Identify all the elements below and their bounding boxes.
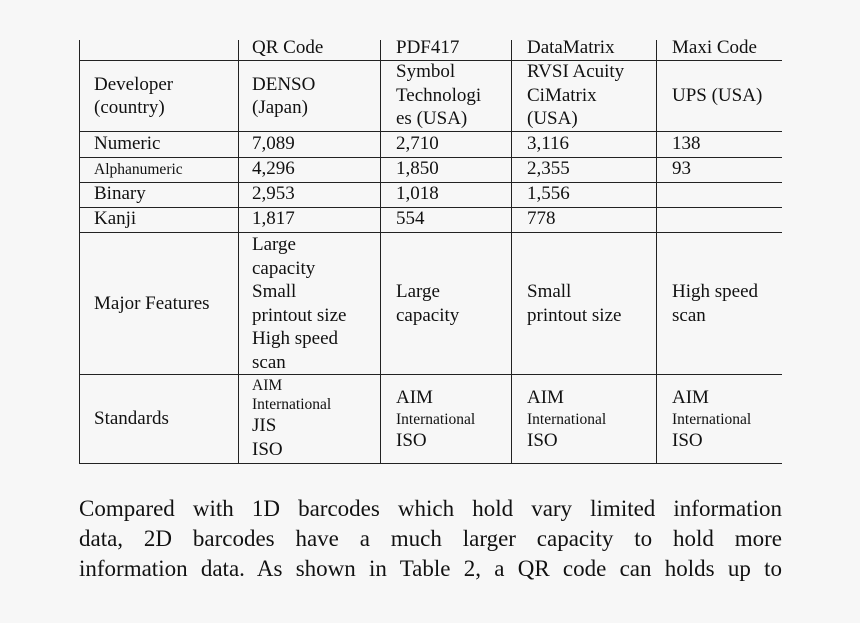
table-cell: 2,355 <box>527 158 570 179</box>
table-cell: High speed scan <box>672 281 759 326</box>
row-label-major-features: Major Features <box>94 292 210 314</box>
table-cell: 93 <box>672 158 691 179</box>
table-rule <box>79 463 782 464</box>
table-cell: 778 <box>527 208 556 229</box>
table-cell: 2,710 <box>396 133 439 154</box>
table-cell: 3,116 <box>527 133 570 154</box>
table-cell: 138 <box>672 133 701 154</box>
table-rule <box>238 40 239 464</box>
row-label-standards: Standards <box>94 408 169 430</box>
table-cell: UPS (USA) <box>672 85 763 107</box>
paragraph-line: data, 2D barcodes have a much larger capacity to hold more <box>79 526 782 551</box>
paragraph-line: Compared with 1D barcodes which hold vary limited information <box>79 496 782 521</box>
row-label-binary: Binary <box>94 183 146 204</box>
table-cell: 1,817 <box>252 208 295 229</box>
table-rule <box>511 40 512 464</box>
row-label-kanji: Kanji <box>94 208 137 229</box>
row-label-developer: Developer (country) <box>94 73 174 118</box>
table-cell: DENSO (Japan) <box>252 73 316 118</box>
paragraph-line: information data. As shown in Table 2, a QR code can holds up to <box>79 556 782 581</box>
column-header: PDF417 <box>396 37 460 58</box>
table-cell: 2,953 <box>252 183 295 204</box>
table-cell: 1,018 <box>396 183 439 204</box>
table-cell: Small printout size <box>527 281 622 326</box>
body-paragraph <box>79 494 782 584</box>
table-rule <box>656 40 657 464</box>
table-cell: AIM International JIS ISO <box>252 377 332 460</box>
table-cell: AIM International ISO <box>527 387 607 451</box>
row-label-alphanumeric: Alphanumeric <box>94 161 183 178</box>
column-header: Maxi Code <box>672 37 757 58</box>
table-cell: 1,556 <box>527 183 570 204</box>
table-cell: 1,850 <box>396 158 439 179</box>
column-header: DataMatrix <box>527 37 615 58</box>
table-cell: Large capacity <box>396 281 460 326</box>
table-rule <box>79 40 80 464</box>
table-cell: AIM International ISO <box>396 387 476 451</box>
table-cell: Large capacity Small printout size High speed scan <box>252 234 347 373</box>
table-cell: RVSI Acuity CiMatrix (USA) <box>527 61 625 129</box>
table-rule <box>79 207 782 208</box>
table-cell: Symbol Technologi es (USA) <box>396 61 482 129</box>
table-cell: 554 <box>396 208 425 229</box>
table-cell: 4,296 <box>252 158 295 179</box>
row-label-numeric: Numeric <box>94 133 161 154</box>
column-header: QR Code <box>252 37 324 58</box>
table-cell: AIM International ISO <box>672 387 752 451</box>
table-rule <box>380 40 381 464</box>
table-cell: 7,089 <box>252 133 295 154</box>
